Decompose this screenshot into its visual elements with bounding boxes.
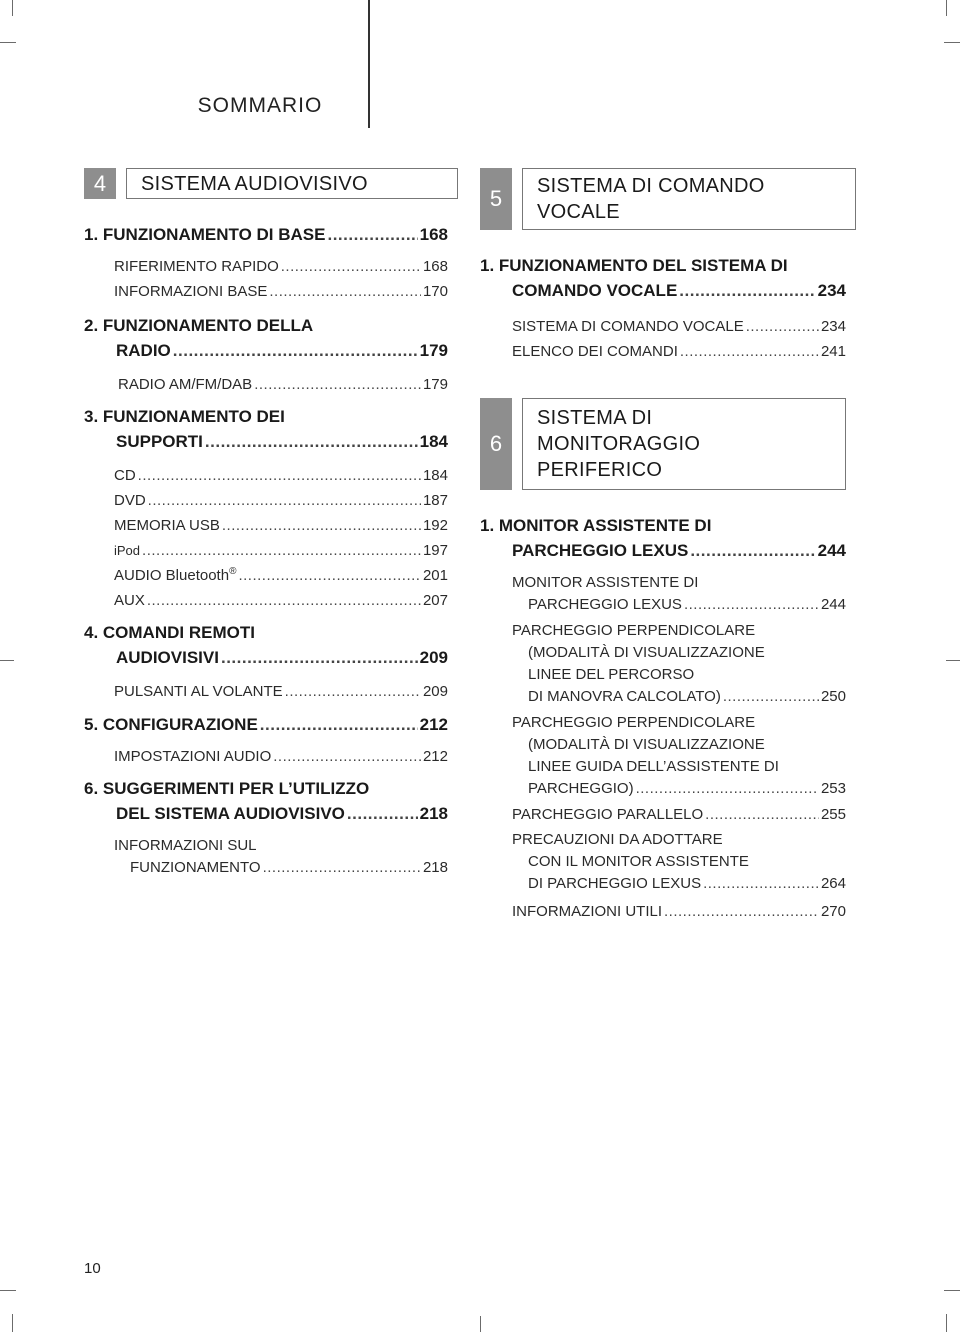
chapter-entry[interactable]: 2. FUNZIONAMENTO DELLA RADIO ..... 179 — [84, 314, 448, 364]
toc-item[interactable]: PARCHEGGIO PERPENDICOLARE (MODALITÀ DI VISUALIZZAZIONE LINEE GUIDA DELL’ASSISTENTE DI PARCHEGGIO) ..... 253 — [512, 712, 846, 800]
section-title: SISTEMA DI COMANDO VOCALE — [522, 168, 856, 230]
crop-mark — [480, 1316, 481, 1332]
section-6-header — [480, 398, 846, 490]
registered-mark: ® — [229, 566, 237, 577]
toc-item[interactable]: AUX ..... 207 — [114, 588, 448, 613]
chapter-entry[interactable]: 5. CONFIGURAZIONE ..... 212 — [84, 712, 448, 738]
toc-item[interactable]: PARCHEGGIO PARALLELO ..... 255 — [512, 802, 846, 827]
toc-item[interactable]: IMPOSTAZIONI AUDIO ..... 212 — [114, 744, 448, 769]
crop-mark — [0, 660, 14, 661]
section-5-header — [480, 168, 856, 230]
chapter-entry[interactable]: 1. MONITOR ASSISTENTE DI PARCHEGGIO LEXUS ..... 244 — [480, 514, 846, 564]
toc-item[interactable]: DVD ..... 187 — [114, 488, 448, 513]
toc-item[interactable]: PULSANTI AL VOLANTE ..... 209 — [114, 679, 448, 704]
section-title: SISTEMA DI MONITORAGGIO PERIFERICO — [522, 398, 846, 490]
crop-mark — [12, 1314, 13, 1332]
page-title: SOMMARIO — [197, 94, 323, 117]
crop-mark — [946, 1314, 947, 1332]
crop-mark — [944, 1290, 960, 1291]
section-5-toc — [480, 254, 846, 364]
toc-item[interactable]: MEMORIA USB ..... 192 — [114, 513, 448, 538]
toc-item[interactable]: PRECAUZIONI DA ADOTTARE CON IL MONITOR ASSISTENTE DI PARCHEGGIO LEXUS ..... 264 — [512, 829, 846, 895]
chapter-entry[interactable]: 4. COMANDI REMOTI AUDIOVISIVI ..... 209 — [84, 621, 448, 671]
toc-item[interactable]: INFORMAZIONI BASE ..... 170 — [114, 279, 448, 304]
subsection-list — [480, 314, 846, 364]
toc-item[interactable]: INFORMAZIONI UTILI ..... 270 — [512, 899, 846, 924]
toc-item[interactable]: RIFERIMENTO RAPIDO ..... 168 — [114, 254, 448, 279]
toc-item[interactable]: CD ..... 184 — [114, 463, 448, 488]
subsection-list — [84, 679, 448, 704]
subsection-list — [480, 572, 846, 924]
subsection-list — [84, 372, 448, 397]
chapter-entry[interactable]: 1. FUNZIONAMENTO DEL SISTEMA DI COMANDO VOCALE ..... 234 — [480, 254, 846, 304]
section-6-toc — [480, 514, 846, 924]
toc-item[interactable]: ELENCO DEI COMANDI ..... 241 — [512, 339, 846, 364]
section-4-header — [84, 168, 458, 199]
section-4-toc — [84, 222, 448, 879]
chapter-entry[interactable]: 3. FUNZIONAMENTO DEI SUPPORTI ..... 184 — [84, 405, 448, 455]
section-number: 5 — [480, 168, 512, 230]
page-number: 10 — [84, 1260, 101, 1277]
chapter-entry[interactable]: 6. SUGGERIMENTI PER L’UTILIZZO DEL SISTEMA AUDIOVISIVO ..... 218 — [84, 777, 448, 827]
subsection-list — [84, 835, 448, 879]
toc-item[interactable]: INFORMAZIONI SUL FUNZIONAMENTO ..... 218 — [114, 835, 448, 879]
dot-leader — [327, 222, 417, 248]
crop-mark — [0, 1290, 16, 1291]
subsection-list — [84, 744, 448, 769]
subsection-list — [84, 463, 448, 613]
crop-mark — [946, 0, 947, 16]
crop-mark — [946, 660, 960, 661]
subsection-list — [84, 254, 448, 304]
chapter-entry[interactable]: 1. FUNZIONAMENTO DI BASE ..... 168 — [84, 222, 448, 248]
section-number: 4 — [84, 168, 116, 199]
toc-item[interactable]: RADIO AM/FM/DAB ..... 179 — [118, 372, 448, 397]
crop-mark — [944, 42, 960, 43]
crop-mark — [12, 0, 13, 16]
section-number: 6 — [480, 398, 512, 490]
toc-item[interactable]: PARCHEGGIO PERPENDICOLARE (MODALITÀ DI VISUALIZZAZIONE LINEE DEL PERCORSO DI MANOVRA CALCOLATO) ..... 250 — [512, 620, 846, 708]
section-title: SISTEMA AUDIOVISIVO — [126, 168, 458, 199]
toc-item[interactable]: AUDIO Bluetooth® ..... 201 — [114, 563, 448, 588]
toc-item[interactable]: iPod ..... 197 — [114, 538, 448, 563]
toc-item[interactable]: MONITOR ASSISTENTE DI PARCHEGGIO LEXUS ..... 244 — [512, 572, 846, 616]
crop-mark — [0, 42, 16, 43]
toc-item[interactable]: SISTEMA DI COMANDO VOCALE ..... 234 — [512, 314, 846, 339]
